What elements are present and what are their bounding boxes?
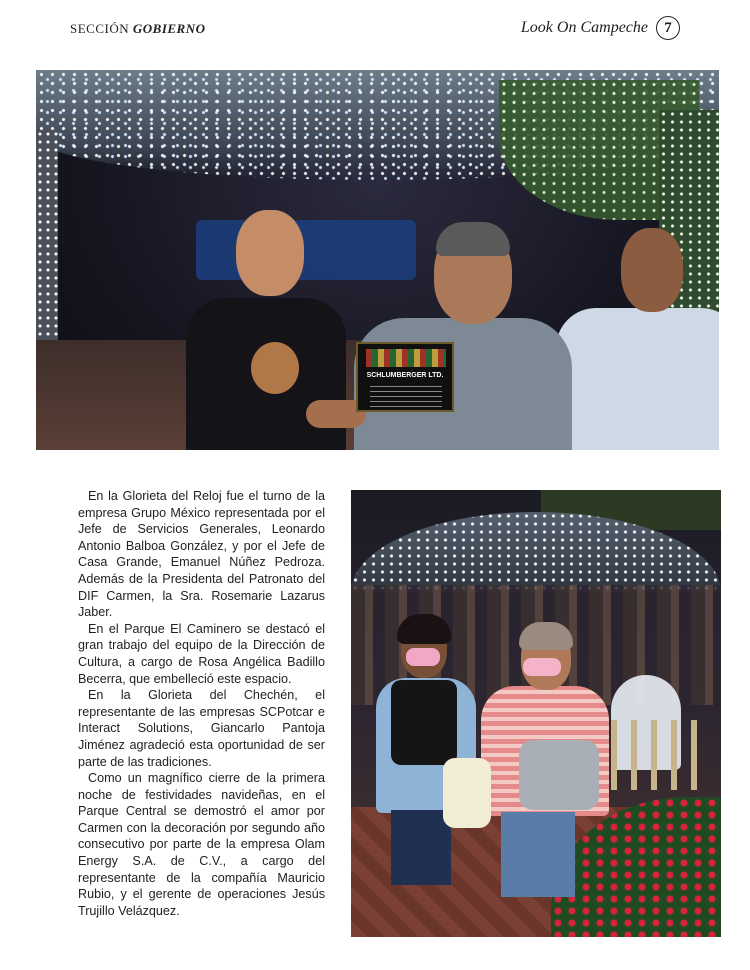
article-paragraph: En la Glorieta del Chechén, el representante de las empresas SCPotcar e Interact Solutions, Giancarlo Pantoja Jiménez agradeció esta oportunidad de ser parte de las tradiciones. — [78, 688, 325, 769]
woman-left-vest — [391, 680, 457, 765]
plaque-text: SCHLUMBERGER LTD. — [366, 372, 444, 379]
man-black-shirt-head — [236, 210, 304, 296]
folded-cloth — [443, 758, 491, 828]
magazine-name: Look On Campeche — [520, 19, 648, 36]
woman-left-legs — [391, 810, 451, 885]
hero-photo — [36, 70, 719, 450]
background-sign — [196, 220, 416, 280]
crowd-photo — [351, 490, 721, 937]
section-label — [70, 21, 206, 37]
article-paragraph: En la Glorieta del Reloj fue el turno de la empresa Grupo México representada por el Jefe de Servicios Generales, Leonardo Antonio Balboa González, y por el Jefe de Casa Grande, Emanuel Núñez Pedroza. Además de la Presidenta del Patronato del DIF Carmen, la Sra. Rosemarie Lazarus Jaber. — [78, 489, 325, 620]
backpack — [519, 740, 599, 810]
award-plaque — [356, 342, 454, 412]
woman-right-legs — [501, 812, 575, 897]
man-clapping — [556, 308, 719, 450]
face-mask — [523, 658, 561, 676]
article-body — [78, 488, 325, 919]
plaque-banner — [366, 349, 446, 367]
magazine-masthead — [521, 16, 680, 40]
section-name: GOBIERNO — [132, 21, 206, 36]
man-clapping-head — [621, 228, 683, 312]
plaque-lines — [370, 386, 442, 408]
section-prefix: SECCIÓN — [70, 21, 130, 36]
shirt-print — [251, 342, 299, 394]
article-paragraph: Como un magnífico cierre de la primera noche de festividades navideñas, en el Parque Central se demostró el amor por Carmen con la decoración por segundo año consecutivo por parte de la empresa Olam Energy S.A. de C.V., a cargo del representante de la compañía Mauricio Rubio, y el gerente de operaciones Jesús Trujillo Velázquez. — [78, 771, 325, 918]
woman-left-hair — [397, 614, 451, 644]
article-paragraph: En el Parque El Caminero se destacó el gran trabajo del equipo de la Dirección de Cultura, a cargo de Rosa Angélica Badillo Becerra, que embelleció este espacio. — [78, 621, 325, 686]
face-mask — [406, 648, 440, 666]
woman-right-hair — [519, 622, 573, 650]
page-number: 7 — [656, 16, 680, 40]
man-gray-shirt-hair — [436, 222, 510, 256]
